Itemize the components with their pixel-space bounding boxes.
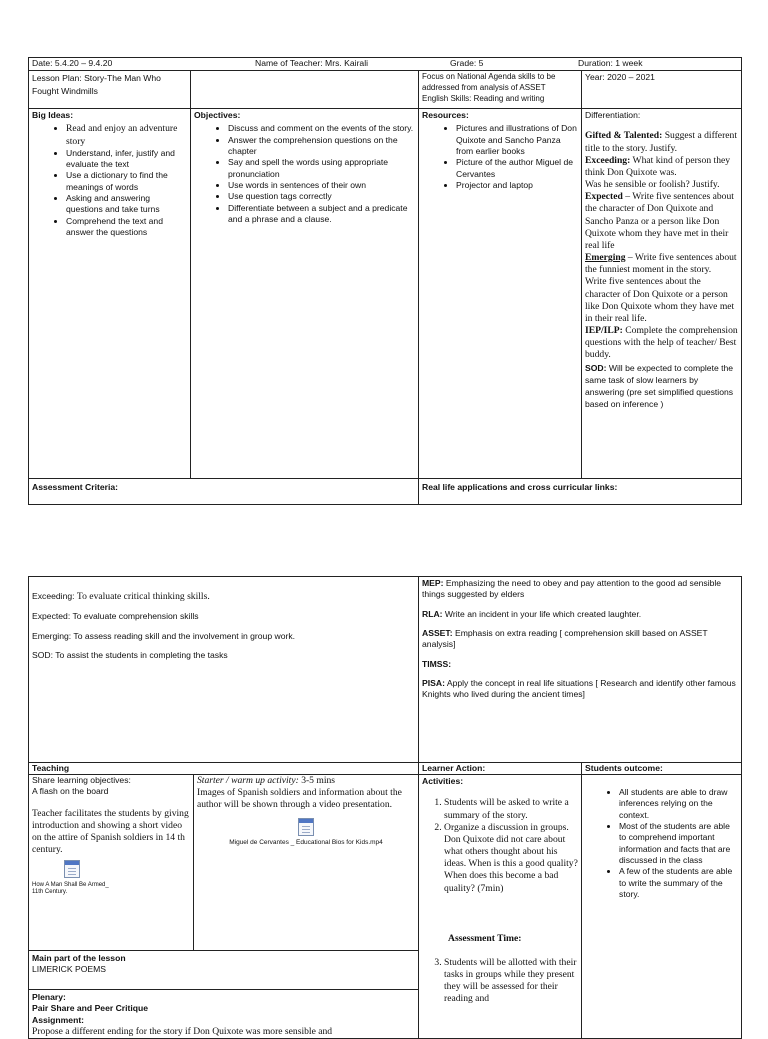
teacher-facilitates: Teacher facilitates the students by giving introduction and showing a short video on the attire of Spanish soldiers in 14 th century. [32, 807, 189, 856]
asset-text: Emphasis on extra reading [ comprehension skill based on ASSET analysis] [422, 628, 708, 650]
assessment-time: Assessment Time: [448, 932, 522, 944]
video-file-icon [64, 860, 80, 878]
learner-action-cell [419, 775, 582, 1039]
big-idea-item: • Asking and answering questions and take turns [66, 193, 187, 216]
outcome-list [585, 787, 738, 900]
teaching-heading: Teaching [29, 763, 419, 775]
starter-time: 3-5 mins [298, 775, 336, 786]
focus-skills: English Skills: Reading and writing [422, 93, 545, 103]
gifted-talented [585, 130, 738, 154]
assess-sod: SOD: To assist the students in completing the tasks [32, 649, 228, 660]
starter-heading [197, 775, 415, 787]
sod-label: SOD: [585, 362, 607, 373]
timss: TIMSS: [422, 658, 452, 669]
sod [585, 362, 738, 411]
emerging [585, 252, 738, 276]
year-field: Year: 2020 – 2021 [582, 71, 742, 109]
date-field: Date: 5.4.20 – 9.4.20 [32, 58, 113, 68]
video-attachment-cervantes[interactable] [197, 818, 415, 847]
emerging-label: Emerging [585, 252, 626, 264]
exceeding-text: What kind of person they think Don Quixote was. [585, 154, 731, 178]
pisa-label: PISA: [422, 678, 445, 689]
exceeding-justify: Was he sensible or foolish? Justify. [585, 179, 720, 191]
resources-list [422, 123, 578, 191]
iep-ilp [585, 325, 738, 362]
objectives-heading: Objectives: [194, 110, 241, 120]
rla-text: Write an incident in your life which created laughter. [442, 608, 642, 619]
starter-label: Starter / warm up activity: [197, 775, 299, 786]
starter-activity [194, 775, 418, 950]
resources-cell [419, 109, 582, 479]
students-outcome-cell [582, 775, 742, 1039]
outcome-item: • A few of the students are able to write the summary of the story. [619, 866, 738, 900]
assessment-list [422, 957, 578, 1006]
students-outcome-heading: Students outcome: [582, 763, 742, 775]
asset-label: ASSET: [422, 628, 453, 639]
main-part-heading: Main part of the lesson [32, 953, 126, 963]
main-part [29, 951, 418, 990]
share-objectives: Share learning objectives: [32, 775, 131, 785]
objective-item: • Answer the comprehension questions on the chapter [228, 135, 415, 158]
pisa-text: Apply the concept in real life situations [ Research and identify other famous Knights who lived during the ancient times] [422, 678, 736, 700]
limerick-poems: LIMERICK POEMS [32, 964, 107, 975]
lesson-plan-title: Lesson Plan: Story-The Man Who Fought Windmills [29, 71, 191, 109]
focus-title: Focus on National Agenda skills to be addressed from analysis of ASSET [422, 72, 556, 92]
big-idea-item: • Comprehend the text and answer the questions [66, 216, 187, 239]
objective-item: • Use question tags correctly [228, 191, 415, 202]
objective-item: • Discuss and comment on the events of the story. [228, 123, 415, 134]
big-ideas-list [32, 123, 187, 238]
real-life-applications: Real life applications and cross curricular links: [419, 479, 742, 505]
assess-expected: Expected: To evaluate comprehension skills [32, 611, 199, 622]
pair-share: Pair Share and Peer Critique [32, 1003, 149, 1014]
big-ideas-cell [29, 109, 191, 479]
grade-field: Grade: 5 [450, 58, 484, 68]
mep-text: Emphasizing the need to obey and pay attention to the good ad sensible things suggested by elders [422, 578, 722, 600]
assignment-heading: Assignment: [32, 1014, 85, 1025]
activity-item: 3. Students will be allotted with their tasks in groups while they present they will be assessed for their reading and [444, 957, 578, 1006]
activities-heading: Activities: [422, 776, 464, 786]
objective-item: • Use words in sentences of their own [228, 180, 415, 191]
big-idea-item: • Understand, infer, justify and evaluate the text [66, 148, 187, 171]
assessment-criteria: Assessment Criteria: [29, 479, 419, 505]
video-file-icon [298, 818, 314, 836]
cross-curricular-cell [419, 577, 742, 763]
lesson-plan-table-page1 [28, 57, 742, 505]
video-attachment-armed[interactable] [32, 860, 112, 896]
plenary [29, 990, 418, 1038]
resource-item: • Projector and laptop [456, 180, 578, 191]
plenary-heading: Plenary: [32, 992, 66, 1002]
learner-action-heading: Learner Action: [419, 763, 582, 775]
resource-item: • Picture of the author Miguel de Cervantes [456, 157, 578, 180]
sod-text: Will be expected to complete the same task of slow learners by answering (pre set simplified questions based on inference ) [585, 362, 734, 410]
big-idea-item: • Use a dictionary to find the meanings of words [66, 170, 187, 193]
assess-exceeding-text: To evaluate critical thinking skills. [76, 591, 210, 602]
activity-item: 2. Organize a discussion in groups. Don Quixote did not care about what others thought about his ideas. When is this a good quality? When does this become a bad quality? (7min) [444, 822, 578, 895]
objective-item: • Say and spell the words using appropriate pronunciation [228, 157, 415, 180]
objective-item: • Differentiate between a subject and a predicate and a phrase and a clause. [228, 203, 415, 226]
assignment-text: Propose a different ending for the story if Don Quixote was more sensible and [32, 1026, 333, 1038]
mep [422, 578, 738, 601]
video-file-label: Miguel de Cervantes _ Educational Bios for Kids.mp4 [229, 838, 383, 846]
differentiation-cell [582, 109, 742, 479]
rla-label: RLA: [422, 608, 443, 619]
gifted-text: Suggest a different title to the story. Justify. [585, 130, 737, 154]
exceeding-label: Exceeding: [585, 154, 631, 166]
activity-item: 1. Students will be asked to write a summary of the story. [444, 797, 578, 821]
objectives-list [194, 123, 415, 225]
teacher-name: Name of Teacher: Mrs. Kairali [255, 58, 369, 68]
video-file-label: How A Man Shall Be Armed_ 11th Century. [32, 881, 109, 896]
objectives-cell [191, 109, 419, 479]
asset [422, 628, 738, 651]
assess-exceeding-prefix: Exceeding: [32, 591, 77, 601]
big-idea-item: • Read and enjoy an adventure story [66, 123, 187, 147]
pisa [422, 678, 738, 701]
rla [422, 609, 738, 620]
big-ideas-heading: Big Ideas: [32, 110, 74, 120]
outcome-item: • Most of the students are able to comprehend important information and facts that are discussed in the class [619, 821, 738, 866]
flash-board: A flash on the board [32, 786, 109, 797]
national-agenda-focus [419, 71, 582, 109]
starter-text: Images of Spanish soldiers and information about the author will be shown through a video presentation. [197, 787, 402, 811]
assess-emerging: Emerging: To assess reading skill and the involvement in group work. [32, 630, 296, 641]
iep-text: Complete the comprehension questions with the help of teacher/ Best buddy. [585, 325, 738, 361]
header-row [29, 58, 742, 71]
lesson-plan-table-page2 [28, 576, 742, 1039]
outcome-item: • All students are able to draw inferences relying on the context. [619, 787, 738, 821]
activities-list [422, 797, 578, 894]
resource-item: • Pictures and illustrations of Don Quixote and Sancho Panza from earlier books [456, 123, 578, 157]
assess-exceeding [32, 591, 415, 603]
assessment-details-cell [29, 577, 419, 763]
gifted-label: Gifted & Talented: [585, 130, 663, 142]
exceeding [585, 155, 738, 179]
emerging-text: – Write five sentences about the funniest moment in the story. [585, 252, 737, 276]
emerging-extra: Write five sentences about the character of Don Quixote or a person like Don Quixote whom they have met in their real life. [585, 276, 735, 324]
expected [585, 191, 738, 252]
empty-cell [191, 71, 419, 109]
duration-field: Duration: 1 week [578, 58, 643, 68]
differentiation-body [585, 130, 738, 361]
expected-text: – Write five sentences about the character of Don Quixote and Sancho Panza or a person like Don Quixote whom they have met in their real life [585, 191, 734, 251]
differentiation-heading: Differentiation: [585, 110, 641, 120]
teaching-cell [29, 775, 419, 1039]
teaching-intro [29, 775, 194, 950]
mep-label: MEP: [422, 578, 444, 588]
resources-heading: Resources: [422, 110, 469, 120]
expected-label: Expected [585, 191, 623, 203]
iep-label: IEP/ILP: [585, 325, 623, 337]
